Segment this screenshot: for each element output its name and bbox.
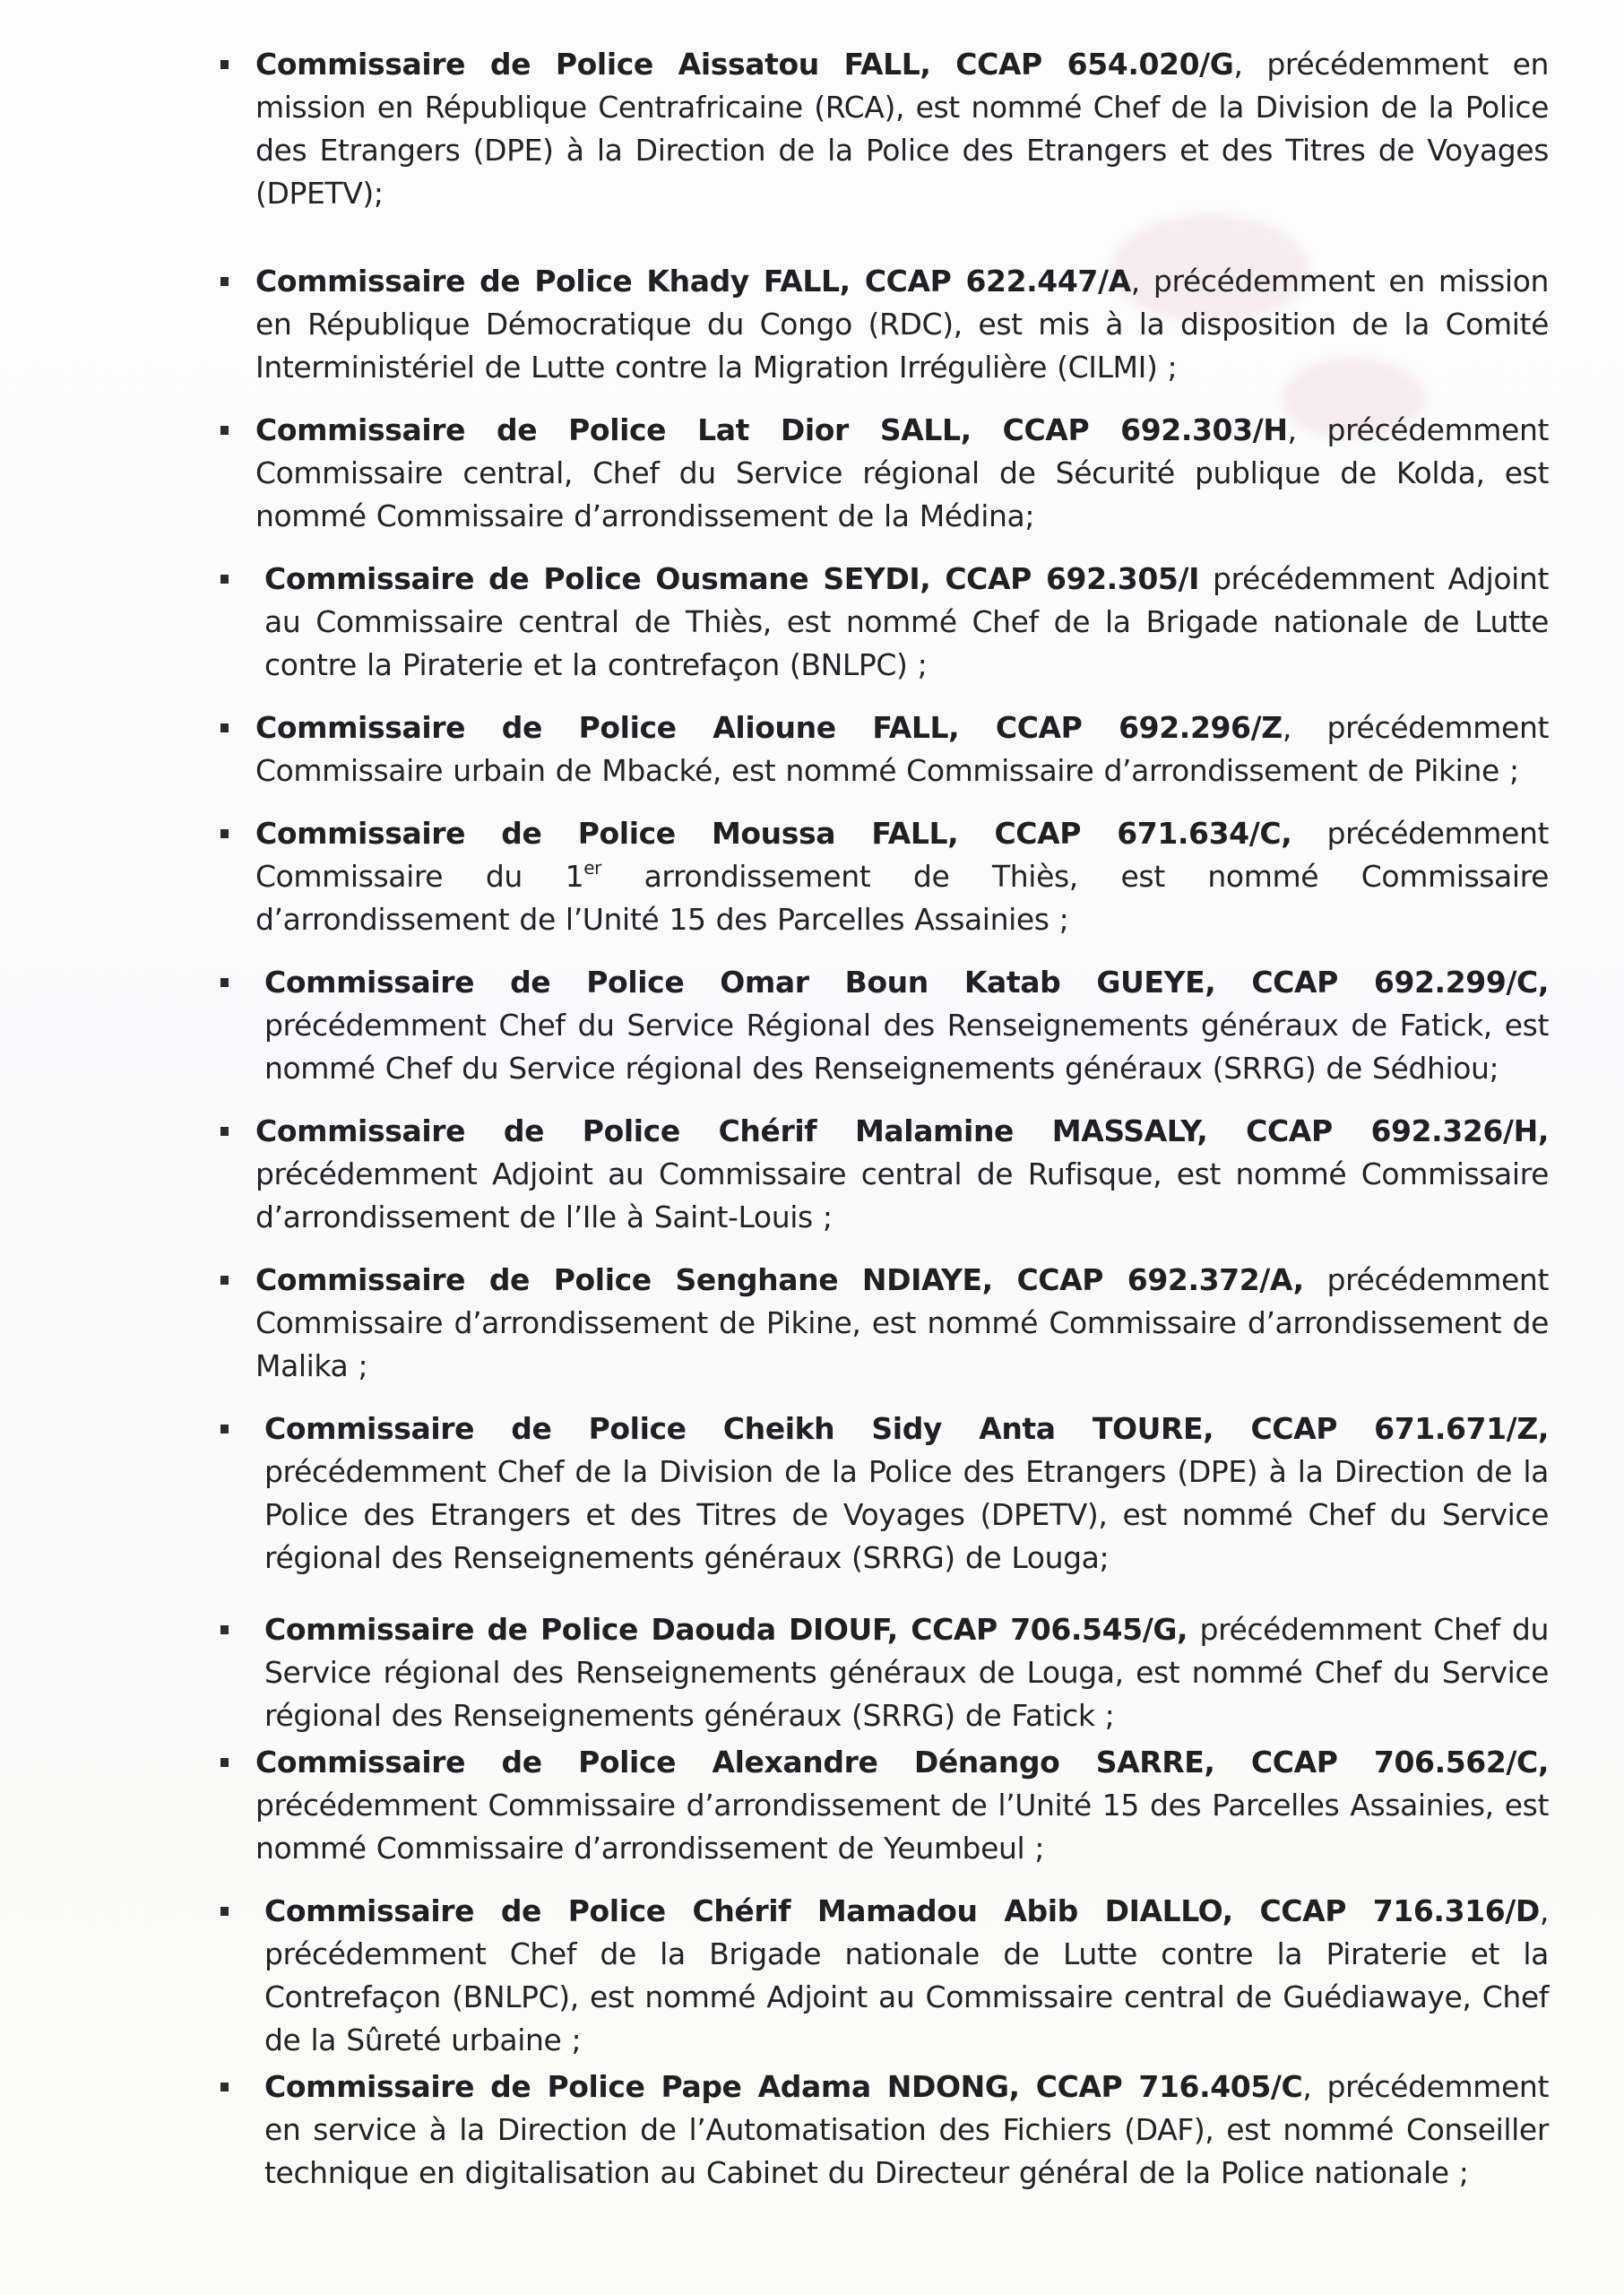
appointment-text: , précédemment en service à la Direction de l’Automatisation des Fichiers (DAF), est nommé Conseiller technique en digitalisation au Cabinet du Directeur général de la Police nationale ; xyxy=(264,2069,1549,2190)
appointment-text: , précédemment Commissaire urbain de Mbacké, est nommé Commissaire d’arrondissement de Pikine ; xyxy=(255,710,1549,788)
list-item xyxy=(215,1741,1549,1870)
list-item xyxy=(215,2066,1549,2195)
list-item xyxy=(215,1259,1549,1388)
square-bullet-icon xyxy=(220,426,229,435)
officer-heading: Commissaire de Police Omar Boun Katab GUEYE, CCAP 692.299/C, xyxy=(264,965,1549,1000)
square-bullet-icon xyxy=(220,2083,229,2091)
officer-heading: Commissaire de Police Ousmane SEYDI, CCAP 692.305/I xyxy=(264,561,1199,596)
appointment-text: précédemment Commissaire d’arrondissement de l’Unité 15 des Parcelles Assainies, est nommé Commissaire d’arrondissement de Yeumbeul ; xyxy=(255,1788,1549,1866)
appointment-text: , précédemment en mission en République Centrafricaine (RCA), est nommé Chef de la Division de la Police des Etrangers (DPE) à la Direction de la Police des Etrangers et des Titres de Voyages (DPETV); xyxy=(255,47,1550,211)
officer-heading: Commissaire de Police Alexandre Dénango SARRE, CCAP 706.562/C, xyxy=(255,1745,1549,1780)
list-item xyxy=(215,1608,1549,1737)
officer-heading: Commissaire de Police Aissatou FALL, CCAP 654.020/G xyxy=(255,47,1234,82)
square-bullet-icon xyxy=(220,60,229,69)
square-bullet-icon xyxy=(220,1276,229,1285)
appointment-text: précédemment Commissaire d’arrondissement de Pikine, est nommé Commissaire d’arrondissement de Malika ; xyxy=(255,1262,1549,1383)
appointment-text: , précédemment Commissaire central, Chef du Service régional de Sécurité publique de Kolda, est nommé Commissaire d’arrondissement de la Médina; xyxy=(255,412,1549,533)
square-bullet-icon xyxy=(220,1625,229,1634)
list-item xyxy=(215,1407,1549,1580)
list-item xyxy=(215,706,1549,792)
appointment-text: , précédemment Chef de la Brigade nationale de Lutte contre la Piraterie et la Contrefaçon (BNLPC), est nommé Adjoint au Commissaire central de Guédiawaye, Chef de la Sûreté urbaine ; xyxy=(264,1893,1549,2057)
square-bullet-icon xyxy=(220,1127,229,1136)
list-item xyxy=(215,558,1549,687)
appointment-text: précédemment Adjoint au Commissaire central de Rufisque, est nommé Commissaire d’arrondissement de l’Ile à Saint-Louis ; xyxy=(255,1156,1549,1234)
appointment-text: précédemment Chef du Service Régional des Renseignements généraux de Fatick, est nommé Chef du Service régional des Renseignements généraux (SRRG) de Sédhiou; xyxy=(264,1008,1549,1086)
list-item xyxy=(215,1890,1549,2062)
list-item xyxy=(215,961,1549,1090)
officer-heading: Commissaire de Police Senghane NDIAYE, CCAP 692.372/A, xyxy=(255,1262,1304,1297)
officer-heading: Commissaire de Police Chérif Malamine MASSALY, CCAP 692.326/H, xyxy=(255,1113,1549,1148)
square-bullet-icon xyxy=(220,1758,229,1767)
list-item xyxy=(215,1110,1549,1239)
appointment-list xyxy=(215,43,1549,2195)
officer-heading: Commissaire de Police Chérif Mamadou Abib DIALLO, CCAP 716.316/D xyxy=(264,1893,1540,1928)
officer-heading: Commissaire de Police Cheikh Sidy Anta TOURE, CCAP 671.671/Z, xyxy=(264,1411,1549,1446)
officer-heading: Commissaire de Police Alioune FALL, CCAP 692.296/Z xyxy=(255,710,1283,745)
appointment-text: arrondissement de Thiès, est nommé Commissaire d’arrondissement de l’Unité 15 des Parcelles Assainies ; xyxy=(255,859,1549,937)
ordinal-superscript: er xyxy=(583,857,601,879)
list-item xyxy=(215,43,1549,215)
officer-heading: Commissaire de Police Pape Adama NDONG, CCAP 716.405/C xyxy=(264,2069,1303,2104)
officer-heading: Commissaire de Police Daouda DIOUF, CCAP 706.545/G, xyxy=(264,1612,1188,1647)
square-bullet-icon xyxy=(220,978,229,987)
list-item xyxy=(215,812,1549,941)
square-bullet-icon xyxy=(220,575,229,584)
list-item xyxy=(215,409,1549,538)
square-bullet-icon xyxy=(220,1425,229,1433)
officer-heading: Commissaire de Police Moussa FALL, CCAP 671.634/C, xyxy=(255,816,1292,851)
appointment-text: précédemment Chef de la Division de la Police des Etrangers (DPE) à la Direction de la Police des Etrangers et des Titres de Voyages (DPETV), est nommé Chef du Service régional des Renseignements généraux (SRRG) de Louga; xyxy=(264,1454,1549,1575)
square-bullet-icon xyxy=(220,829,229,838)
appointment-text-prefix: précédemment Commissaire du 1 xyxy=(255,816,1549,894)
square-bullet-icon xyxy=(220,277,229,286)
officer-heading: Commissaire de Police Khady FALL, CCAP 622.447/A xyxy=(255,264,1131,299)
officer-heading: Commissaire de Police Lat Dior SALL, CCAP 692.303/H xyxy=(255,412,1288,447)
list-item xyxy=(215,260,1549,389)
appointment-text: précédemment Chef du Service régional des Renseignements généraux de Louga, est nommé Chef du Service régional des Renseignements généraux (SRRG) de Fatick ; xyxy=(264,1612,1549,1733)
appointment-text: , précédemment en mission en République Démocratique du Congo (RDC), est mis à la disposition de la Comité Interministériel de Lutte contre la Migration Irrégulière (CILMI) ; xyxy=(255,264,1549,385)
square-bullet-icon xyxy=(220,1907,229,1916)
square-bullet-icon xyxy=(220,723,229,732)
appointment-text: précédemment Adjoint au Commissaire central de Thiès, est nommé Chef de la Brigade nationale de Lutte contre la Piraterie et la contrefaçon (BNLPC) ; xyxy=(264,561,1549,682)
